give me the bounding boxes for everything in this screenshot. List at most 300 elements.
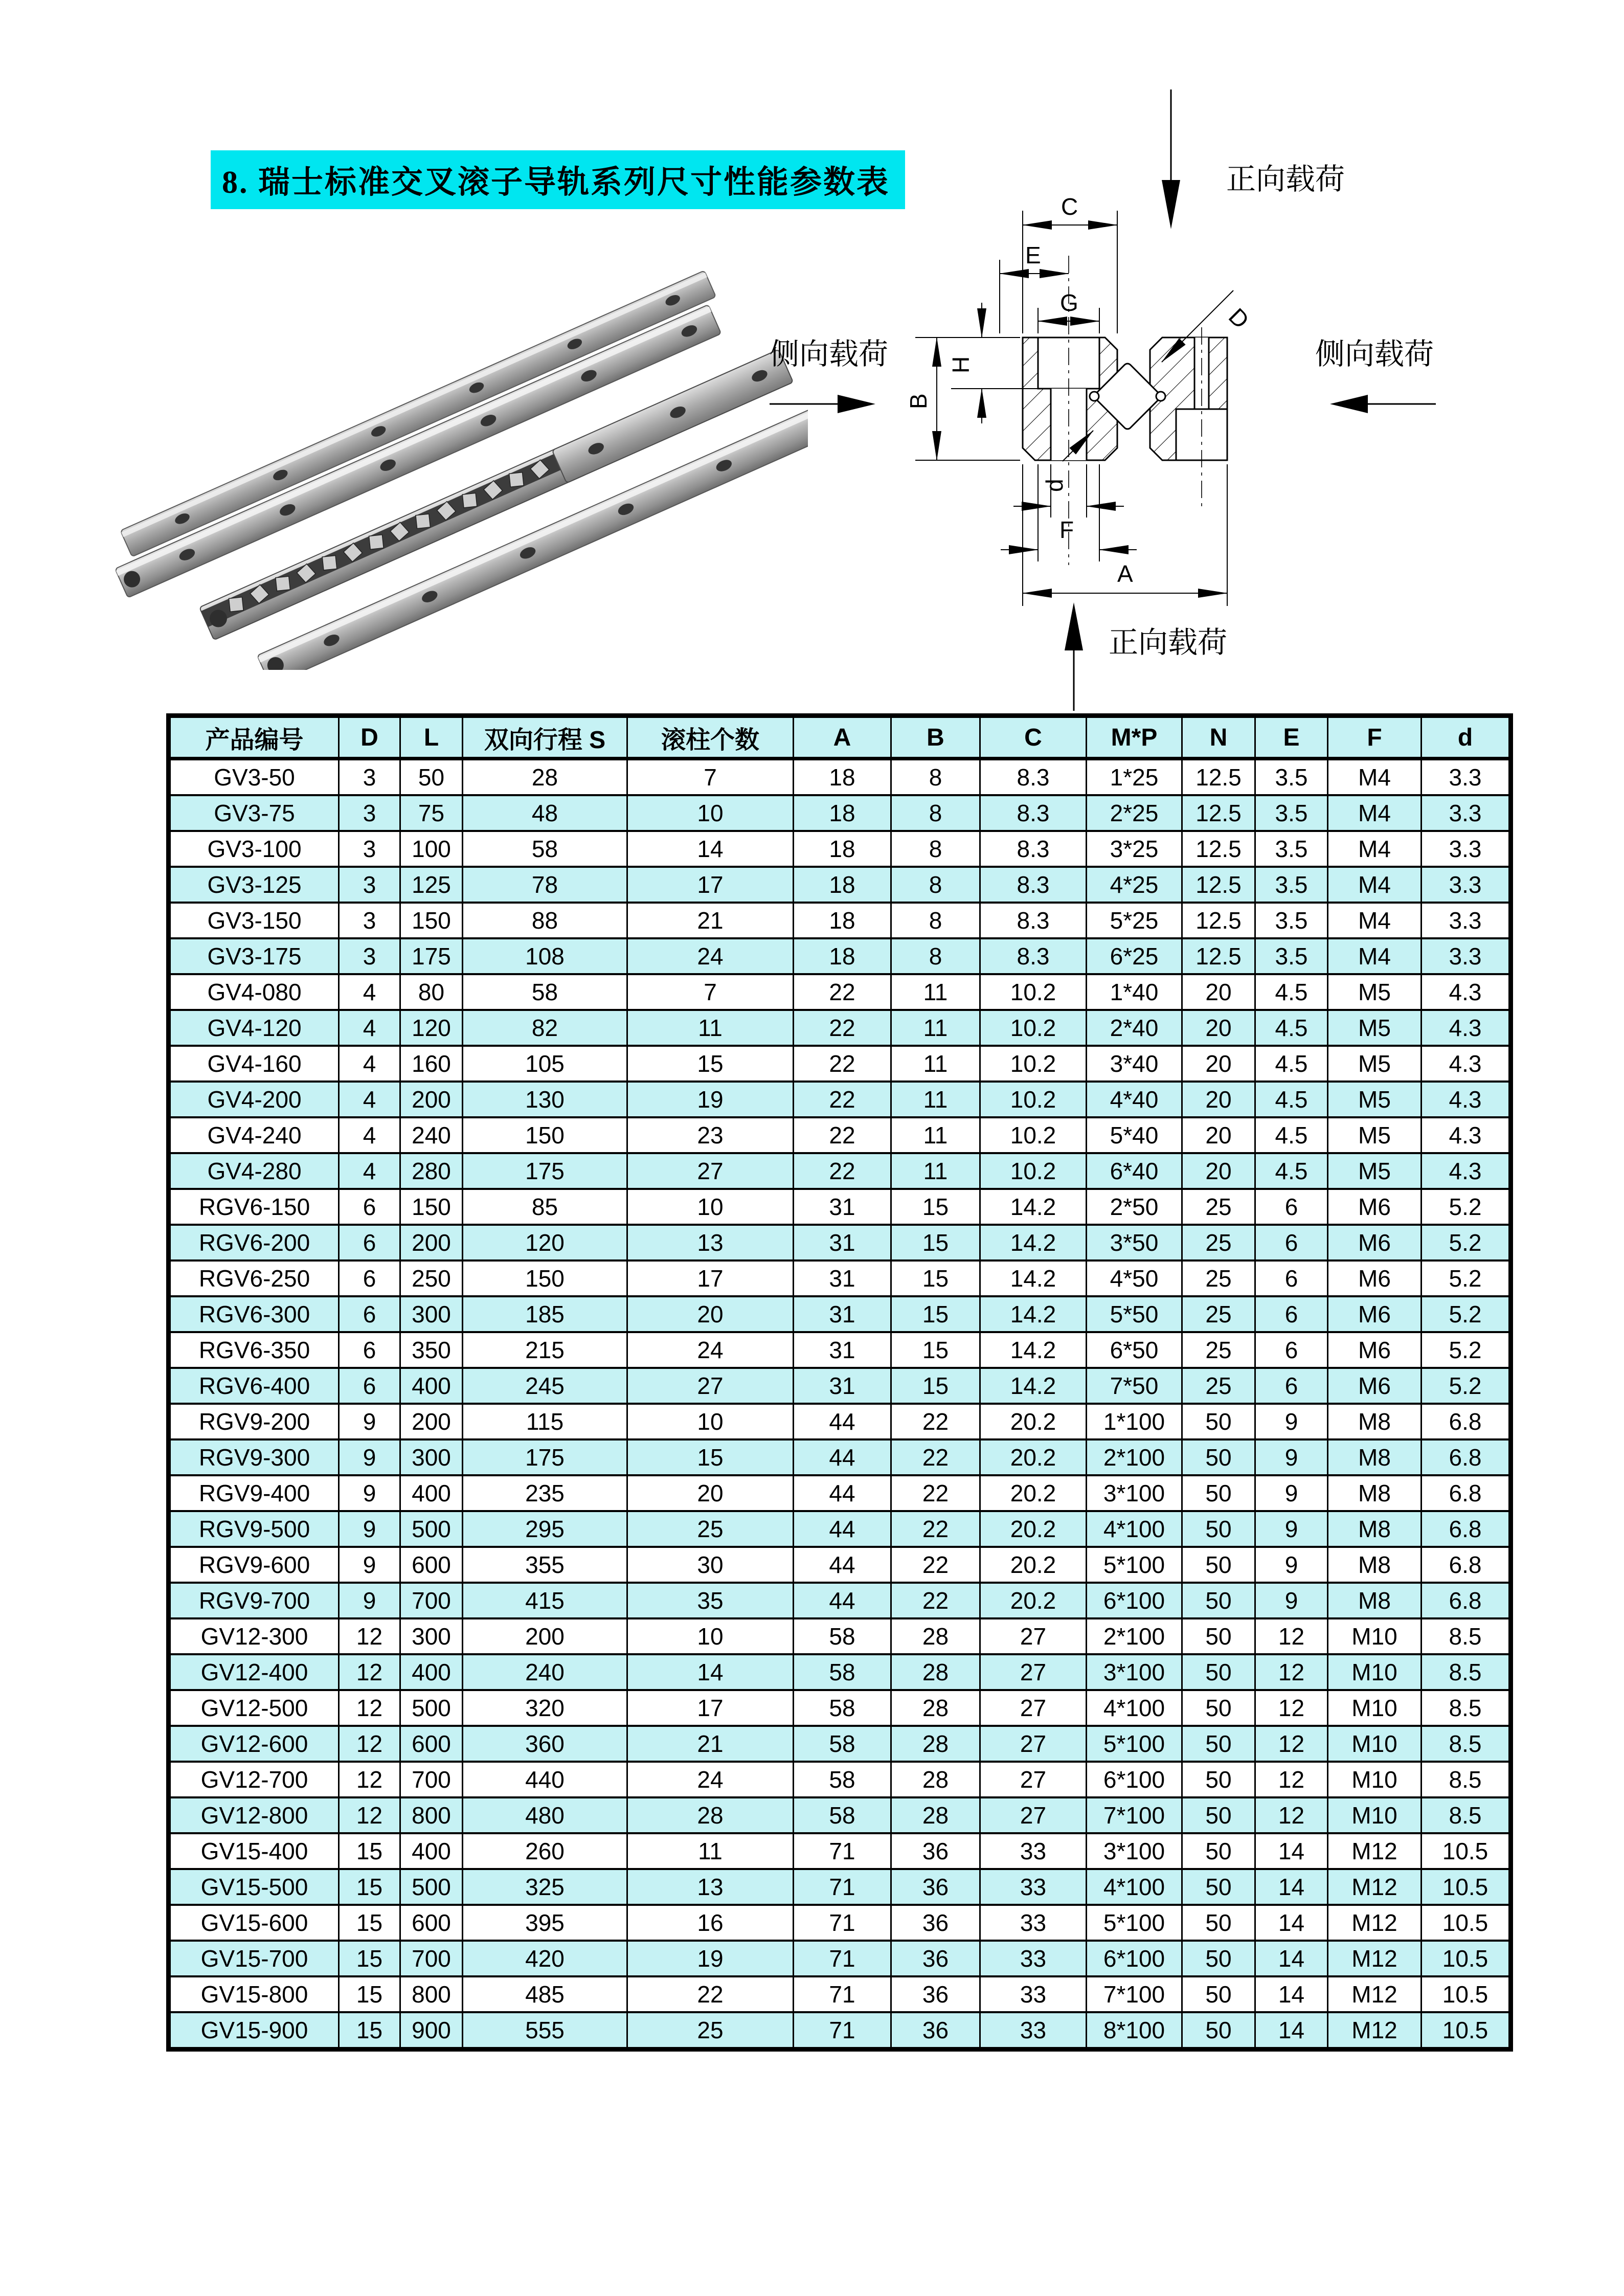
table-cell: M10 [1328, 1690, 1422, 1726]
table-cell: 10.2 [980, 1117, 1087, 1153]
table-cell: GV12-700 [169, 1762, 339, 1797]
table-cell: 25 [1182, 1225, 1255, 1260]
table-cell: 700 [400, 1583, 463, 1618]
table-cell: 5*50 [1087, 1296, 1182, 1332]
table-cell: 9 [339, 1547, 400, 1583]
table-cell: 295 [463, 1511, 627, 1547]
table-cell: M6 [1328, 1332, 1422, 1368]
table-cell: 10.5 [1422, 1976, 1511, 2012]
table-cell: 8*100 [1087, 2012, 1182, 2050]
table-cell: 58 [794, 1797, 891, 1833]
table-cell: 125 [400, 867, 463, 903]
rail-cross-section [1023, 337, 1227, 460]
table-cell: RGV6-150 [169, 1189, 339, 1225]
table-cell: M5 [1328, 1046, 1422, 1082]
table-cell: 4.3 [1422, 974, 1511, 1010]
table-cell: 8 [891, 795, 980, 831]
table-cell: 9 [339, 1404, 400, 1439]
table-cell: 11 [891, 1117, 980, 1153]
load-label-bottom: 正向载荷 [1109, 626, 1228, 659]
table-cell: 36 [891, 2012, 980, 2050]
table-cell: 58 [794, 1762, 891, 1797]
table-cell: 14 [1255, 2012, 1328, 2050]
table-cell: 36 [891, 1833, 980, 1869]
dim-label-g: G [1060, 289, 1078, 316]
table-cell: M12 [1328, 1941, 1422, 1976]
table-cell: 15 [339, 1941, 400, 1976]
table-cell: 8.5 [1422, 1618, 1511, 1654]
table-cell: 18 [794, 867, 891, 903]
table-cell: 8.3 [980, 938, 1087, 974]
table-cell: 5.2 [1422, 1296, 1511, 1332]
table-cell: 31 [794, 1260, 891, 1296]
table-cell: 28 [891, 1690, 980, 1726]
table-cell: 240 [463, 1654, 627, 1690]
table-cell: 11 [627, 1833, 794, 1869]
table-cell: 20.2 [980, 1439, 1087, 1475]
table-cell: 420 [463, 1941, 627, 1976]
table-cell: 23 [627, 1117, 794, 1153]
table-cell: 6 [339, 1296, 400, 1332]
table-cell: 71 [794, 1833, 891, 1869]
table-cell: M12 [1328, 1905, 1422, 1941]
table-cell: 3.3 [1422, 795, 1511, 831]
table-cell: 50 [1182, 1583, 1255, 1618]
table-cell: 10.2 [980, 974, 1087, 1010]
table-cell: 7*100 [1087, 1797, 1182, 1833]
dimension-diagram [741, 61, 1539, 741]
table-cell: RGV6-400 [169, 1368, 339, 1404]
table-cell: 12.5 [1182, 903, 1255, 938]
load-label-left: 侧向载荷 [770, 337, 889, 371]
table-cell: 360 [463, 1726, 627, 1762]
table-cell: 6.8 [1422, 1583, 1511, 1618]
table-cell: 9 [339, 1475, 400, 1511]
table-cell: 120 [400, 1010, 463, 1046]
table-cell: 14.2 [980, 1260, 1087, 1296]
table-cell: 11 [891, 1082, 980, 1117]
table-cell: 36 [891, 1869, 980, 1905]
table-cell: 31 [794, 1332, 891, 1368]
table-cell: 25 [1182, 1368, 1255, 1404]
table-cell: 50 [1182, 1439, 1255, 1475]
table-cell: 80 [400, 974, 463, 1010]
table-cell: 12.5 [1182, 867, 1255, 903]
table-cell: 200 [463, 1618, 627, 1654]
table-cell: 7 [627, 974, 794, 1010]
table-cell: 6*100 [1087, 1762, 1182, 1797]
table-cell: 31 [794, 1189, 891, 1225]
column-header: F [1328, 716, 1422, 759]
column-header: D [339, 716, 400, 759]
table-cell: 400 [400, 1368, 463, 1404]
table-cell: M6 [1328, 1368, 1422, 1404]
table-cell: 325 [463, 1869, 627, 1905]
table-cell: 14 [627, 1654, 794, 1690]
table-cell: 21 [627, 903, 794, 938]
table-cell: 3.5 [1255, 867, 1328, 903]
table-cell: RGV6-250 [169, 1260, 339, 1296]
table-cell: 4.3 [1422, 1153, 1511, 1189]
table-cell: 14 [627, 831, 794, 867]
table-cell: 8.3 [980, 903, 1087, 938]
table-cell: 20.2 [980, 1475, 1087, 1511]
table-cell: 22 [794, 974, 891, 1010]
table-cell: 75 [400, 795, 463, 831]
table-row [169, 1690, 1511, 1726]
table-row [169, 1941, 1511, 1976]
table-cell: M10 [1328, 1797, 1422, 1833]
table-row [169, 1797, 1511, 1833]
table-cell: RGV9-400 [169, 1475, 339, 1511]
table-cell: 150 [463, 1260, 627, 1296]
table-cell: 27 [980, 1726, 1087, 1762]
table-cell: 50 [1182, 1654, 1255, 1690]
table-cell: 50 [1182, 1762, 1255, 1797]
table-cell: 13 [627, 1869, 794, 1905]
table-cell: 240 [400, 1117, 463, 1153]
table-cell: 8 [891, 938, 980, 974]
table-cell: 14 [1255, 1869, 1328, 1905]
table-cell: 71 [794, 1869, 891, 1905]
table-cell: 800 [400, 1976, 463, 2012]
table-cell: 3.3 [1422, 831, 1511, 867]
table-row [169, 1046, 1511, 1082]
table-cell: M6 [1328, 1225, 1422, 1260]
table-cell: M4 [1328, 867, 1422, 903]
table-cell: 15 [339, 1976, 400, 2012]
table-row [169, 1511, 1511, 1547]
table-cell: 4*100 [1087, 1511, 1182, 1547]
table-row [169, 1189, 1511, 1225]
column-header: C [980, 716, 1087, 759]
table-cell: 25 [627, 2012, 794, 2050]
table-cell: M6 [1328, 1189, 1422, 1225]
table-cell: 150 [400, 1189, 463, 1225]
table-row [169, 1618, 1511, 1654]
table-cell: 12.5 [1182, 938, 1255, 974]
table-cell: 25 [1182, 1189, 1255, 1225]
table-cell: M5 [1328, 1010, 1422, 1046]
table-cell: 9 [339, 1583, 400, 1618]
table-cell: 6 [1255, 1260, 1328, 1296]
table-cell: 27 [627, 1153, 794, 1189]
table-cell: M10 [1328, 1762, 1422, 1797]
table-cell: 27 [980, 1690, 1087, 1726]
table-cell: 28 [627, 1797, 794, 1833]
table-cell: GV3-125 [169, 867, 339, 903]
table-cell: 50 [400, 759, 463, 796]
table-cell: RGV9-300 [169, 1439, 339, 1475]
table-cell: 15 [627, 1046, 794, 1082]
table-cell: 33 [980, 2012, 1087, 2050]
table-cell: 5.2 [1422, 1225, 1511, 1260]
column-header: E [1255, 716, 1328, 759]
table-cell: 20 [627, 1296, 794, 1332]
table-cell: GV4-240 [169, 1117, 339, 1153]
table-cell: 150 [400, 903, 463, 938]
table-cell: 8.3 [980, 759, 1087, 796]
table-cell: 600 [400, 1726, 463, 1762]
table-cell: 4.3 [1422, 1046, 1511, 1082]
page-title: 8. 瑞士标准交叉滚子导轨系列尺寸性能参数表 [211, 150, 905, 209]
column-header: 双向行程 S [463, 716, 627, 759]
table-cell: 18 [794, 938, 891, 974]
table-cell: GV15-600 [169, 1905, 339, 1941]
table-cell: 22 [891, 1547, 980, 1583]
table-cell: 6 [1255, 1225, 1328, 1260]
column-header: 滚柱个数 [627, 716, 794, 759]
table-cell: 28 [891, 1797, 980, 1833]
table-cell: 4 [339, 1046, 400, 1082]
table-cell: M8 [1328, 1475, 1422, 1511]
table-cell: 3*100 [1087, 1833, 1182, 1869]
table-cell: 4.5 [1255, 974, 1328, 1010]
table-cell: 28 [891, 1654, 980, 1690]
table-cell: 6.8 [1422, 1404, 1511, 1439]
table-cell: 108 [463, 938, 627, 974]
table-cell: 50 [1182, 1547, 1255, 1583]
table-row [169, 1010, 1511, 1046]
table-cell: 14 [1255, 1941, 1328, 1976]
table-cell: 58 [463, 831, 627, 867]
table-cell: 20.2 [980, 1547, 1087, 1583]
table-cell: 6 [339, 1368, 400, 1404]
table-cell: 20 [1182, 1082, 1255, 1117]
table-row [169, 1762, 1511, 1797]
table-row [169, 1153, 1511, 1189]
table-row [169, 1296, 1511, 1332]
table-row [169, 1654, 1511, 1690]
table-cell: 9 [339, 1511, 400, 1547]
table-cell: 36 [891, 1941, 980, 1976]
table-cell: M12 [1328, 1869, 1422, 1905]
table-cell: 4*50 [1087, 1260, 1182, 1296]
table-cell: 71 [794, 1941, 891, 1976]
table-cell: 9 [1255, 1583, 1328, 1618]
table-cell: RGV9-700 [169, 1583, 339, 1618]
table-cell: 3.3 [1422, 867, 1511, 903]
table-cell: 19 [627, 1941, 794, 1976]
table-cell: 12 [1255, 1797, 1328, 1833]
table-cell: 500 [400, 1690, 463, 1726]
table-cell: 2*50 [1087, 1189, 1182, 1225]
table-cell: 3 [339, 903, 400, 938]
table-cell: M4 [1328, 831, 1422, 867]
table-row [169, 1905, 1511, 1941]
table-cell: 700 [400, 1762, 463, 1797]
table-cell: 6.8 [1422, 1475, 1511, 1511]
table-cell: 6*100 [1087, 1583, 1182, 1618]
table-cell: 15 [339, 2012, 400, 2050]
table-cell: 50 [1182, 1726, 1255, 1762]
table-row [169, 2012, 1511, 2050]
table-cell: 12.5 [1182, 759, 1255, 796]
table-cell: 22 [794, 1117, 891, 1153]
table-cell: 3.5 [1255, 831, 1328, 867]
table-cell: 185 [463, 1296, 627, 1332]
table-cell: 14.2 [980, 1225, 1087, 1260]
table-cell: 3.3 [1422, 759, 1511, 796]
table-cell: 6 [1255, 1296, 1328, 1332]
table-cell: 2*40 [1087, 1010, 1182, 1046]
column-header: d [1422, 716, 1511, 759]
spec-table [166, 713, 1513, 2052]
table-cell: 71 [794, 2012, 891, 2050]
table-cell: 105 [463, 1046, 627, 1082]
table-cell: 28 [463, 759, 627, 796]
table-cell: 8.5 [1422, 1690, 1511, 1726]
table-cell: 9 [1255, 1439, 1328, 1475]
table-cell: 485 [463, 1976, 627, 2012]
table-cell: 33 [980, 1905, 1087, 1941]
load-arrow-left [770, 395, 875, 413]
table-cell: 31 [794, 1368, 891, 1404]
table-cell: 44 [794, 1404, 891, 1439]
table-cell: 3.3 [1422, 903, 1511, 938]
table-cell: 11 [891, 1153, 980, 1189]
table-cell: 17 [627, 867, 794, 903]
table-cell: 130 [463, 1082, 627, 1117]
table-cell: 44 [794, 1583, 891, 1618]
table-cell: GV4-080 [169, 974, 339, 1010]
table-cell: 1*40 [1087, 974, 1182, 1010]
table-cell: 700 [400, 1941, 463, 1976]
table-row [169, 1332, 1511, 1368]
table-cell: 24 [627, 938, 794, 974]
table-row [169, 1833, 1511, 1869]
table-cell: 50 [1182, 1976, 1255, 2012]
rails-group [102, 261, 808, 670]
table-cell: 24 [627, 1762, 794, 1797]
table-cell: 4 [339, 1153, 400, 1189]
table-row [169, 938, 1511, 974]
table-cell: 18 [794, 795, 891, 831]
dim-label-d-big: D [1223, 303, 1255, 334]
table-cell: M12 [1328, 2012, 1422, 2050]
table-cell: GV3-150 [169, 903, 339, 938]
table-cell: 6.8 [1422, 1547, 1511, 1583]
table-cell: 71 [794, 1976, 891, 2012]
table-cell: 9 [1255, 1511, 1328, 1547]
table-cell: 400 [400, 1475, 463, 1511]
table-cell: 6 [339, 1225, 400, 1260]
table-cell: 5*100 [1087, 1726, 1182, 1762]
table-row [169, 974, 1511, 1010]
table-cell: 8 [891, 759, 980, 796]
table-cell: 300 [400, 1296, 463, 1332]
table-cell: 10.2 [980, 1046, 1087, 1082]
table-cell: 6.8 [1422, 1439, 1511, 1475]
table-cell: 3*25 [1087, 831, 1182, 867]
table-cell: 4.3 [1422, 1010, 1511, 1046]
table-cell: 20.2 [980, 1404, 1087, 1439]
table-cell: 22 [891, 1583, 980, 1618]
table-row [169, 1225, 1511, 1260]
table-cell: 20.2 [980, 1511, 1087, 1547]
table-cell: 280 [400, 1153, 463, 1189]
table-cell: 44 [794, 1511, 891, 1547]
table-cell: 28 [891, 1762, 980, 1797]
table-cell: GV12-300 [169, 1618, 339, 1654]
table-cell: 22 [891, 1404, 980, 1439]
table-cell: 3 [339, 759, 400, 796]
table-cell: 17 [627, 1260, 794, 1296]
table-row [169, 1475, 1511, 1511]
table-cell: 31 [794, 1225, 891, 1260]
table-cell: 5*25 [1087, 903, 1182, 938]
column-header: N [1182, 716, 1255, 759]
table-cell: 4*100 [1087, 1690, 1182, 1726]
table-cell: GV12-400 [169, 1654, 339, 1690]
table-cell: GV12-600 [169, 1726, 339, 1762]
table-cell: M4 [1328, 795, 1422, 831]
table-cell: 85 [463, 1189, 627, 1225]
table-cell: 395 [463, 1905, 627, 1941]
table-cell: 8.5 [1422, 1762, 1511, 1797]
table-cell: 50 [1182, 1905, 1255, 1941]
dim-label-c: C [1061, 193, 1078, 220]
column-header: B [891, 716, 980, 759]
table-cell: 6.8 [1422, 1511, 1511, 1547]
table-cell: GV3-75 [169, 795, 339, 831]
table-cell: 12 [339, 1762, 400, 1797]
table-cell: 14.2 [980, 1368, 1087, 1404]
table-cell: 6 [1255, 1332, 1328, 1368]
table-cell: M12 [1328, 1976, 1422, 2012]
table-cell: 245 [463, 1368, 627, 1404]
table-cell: 20 [1182, 1010, 1255, 1046]
table-cell: M8 [1328, 1583, 1422, 1618]
table-cell: 50 [1182, 1833, 1255, 1869]
table-cell: 3.5 [1255, 938, 1328, 974]
table-cell: 44 [794, 1475, 891, 1511]
table-cell: 600 [400, 1547, 463, 1583]
table-cell: 22 [891, 1439, 980, 1475]
table-cell: 11 [891, 1046, 980, 1082]
table-cell: 35 [627, 1583, 794, 1618]
table-cell: RGV9-200 [169, 1404, 339, 1439]
table-cell: RGV6-200 [169, 1225, 339, 1260]
header-row [169, 716, 1511, 759]
table-cell: 22 [627, 1976, 794, 2012]
table-cell: RGV6-300 [169, 1296, 339, 1332]
table-cell: 3 [339, 867, 400, 903]
table-cell: 11 [891, 974, 980, 1010]
table-row [169, 1117, 1511, 1153]
table-cell: 3.5 [1255, 903, 1328, 938]
table-cell: 50 [1182, 1618, 1255, 1654]
table-cell: 88 [463, 903, 627, 938]
table-cell: 15 [891, 1332, 980, 1368]
table-cell: 8.5 [1422, 1654, 1511, 1690]
table-cell: 900 [400, 2012, 463, 2050]
table-cell: GV4-160 [169, 1046, 339, 1082]
table-cell: 4*100 [1087, 1869, 1182, 1905]
table-cell: 14.2 [980, 1332, 1087, 1368]
table-cell: 200 [400, 1225, 463, 1260]
table-cell: 2*25 [1087, 795, 1182, 831]
table-cell: 14 [1255, 1976, 1328, 2012]
table-cell: 9 [1255, 1475, 1328, 1511]
table-cell: 120 [463, 1225, 627, 1260]
table-cell: 28 [891, 1618, 980, 1654]
table-row [169, 1976, 1511, 2012]
load-arrow-bottom [1065, 602, 1083, 711]
table-cell: 6 [339, 1189, 400, 1225]
table-cell: 415 [463, 1583, 627, 1618]
table-cell: 8.3 [980, 867, 1087, 903]
